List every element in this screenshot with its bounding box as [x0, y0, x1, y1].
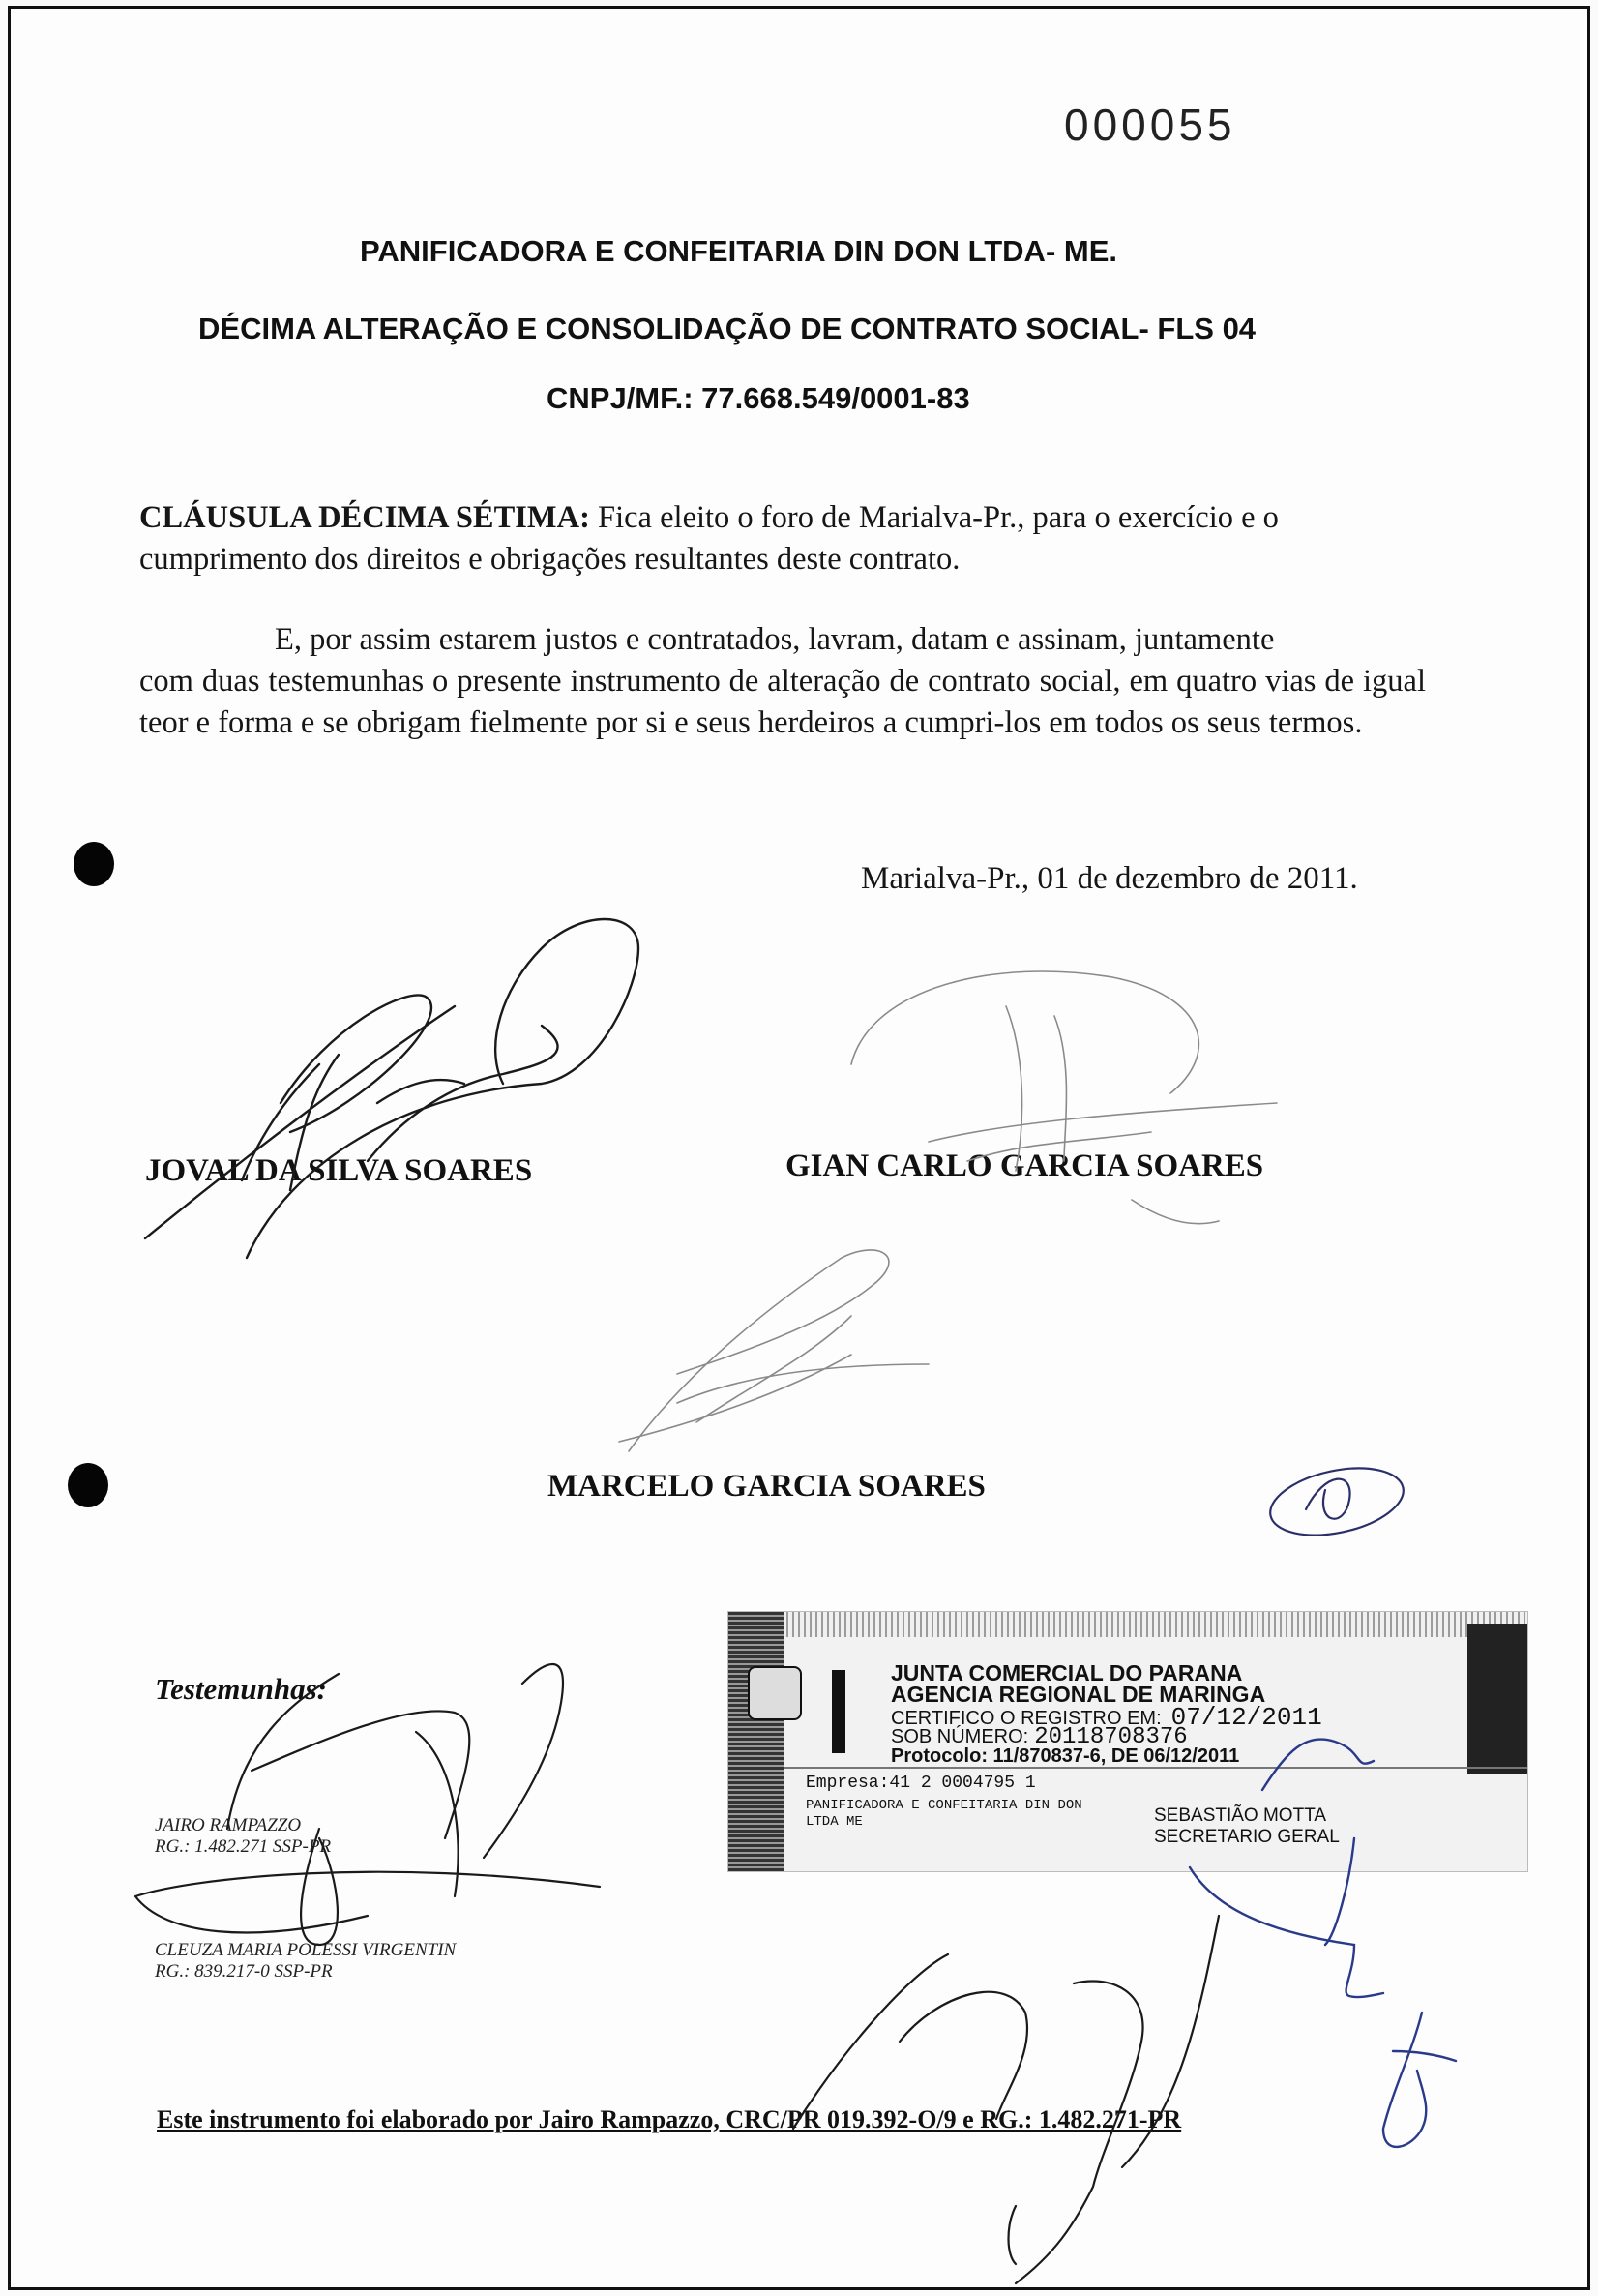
witness-rg: RG.: 1.482.271 SSP-PR — [155, 1836, 332, 1857]
stamp-protocol: Protocolo: 11/870837-6, DE 06/12/2011 — [891, 1745, 1240, 1767]
stamp-line-1: JUNTA COMERCIAL DO PARANA — [891, 1660, 1243, 1685]
stamp-number-label: SOB NÚMERO: — [891, 1726, 1029, 1747]
witness-rg: RG.: 839.217-0 SSP-PR — [155, 1961, 333, 1982]
closing-line-1: E, por assim estarem justos e contratados, lavram, datam e assinam, juntamente — [275, 622, 1275, 657]
footer-note: Este instrumento foi elaborado por Jairo Rampazzo, CRC/PR 019.392-O/9 e RG.: 1.482.271-PR — [157, 2105, 1182, 2133]
witnesses-title: Testemunhas: — [155, 1672, 328, 1706]
document-title: DÉCIMA ALTERAÇÃO E CONSOLIDAÇÃO DE CONTRATO SOCIAL- FLS 04 — [198, 312, 1257, 345]
clause-text: Fica eleito o foro de Marialva-Pr., para o exercício e o cumprimento dos direitos e obrigações resultantes deste contrato. — [139, 500, 1279, 577]
closing-rest: com duas testemunhas o presente instrumento de alteração de contrato social, em quatro vias de igual teor e forma e se obrigam fielmente por si e seus herdeiros a cumpri-los em todos os seus termos. — [139, 664, 1426, 740]
punch-hole-mark — [68, 1463, 108, 1507]
stamp-company-line: LTDA ME — [806, 1814, 863, 1830]
date-line: Marialva-Pr., 01 de dezembro de 2011. — [861, 861, 1358, 896]
stamp-line-2: AGENCIA REGIONAL DE MARINGA — [891, 1682, 1266, 1707]
stamp-ornament — [1467, 1624, 1527, 1774]
stamp-company — [806, 1798, 1082, 1831]
clause-seventeen — [139, 497, 1426, 581]
stamp-company-line: PANIFICADORA E CONFEITARIA DIN DON — [806, 1798, 1082, 1813]
witness-block — [155, 1815, 331, 1858]
witness-block — [155, 1940, 456, 1983]
clause-label: CLÁUSULA DÉCIMA SÉTIMA: — [139, 500, 590, 535]
witness-name: JAIRO RAMPAZZO — [155, 1815, 302, 1835]
stamp-empresa: Empresa:41 2 0004795 1 — [806, 1774, 1036, 1793]
punch-hole-mark — [74, 842, 114, 886]
stamp-official-name: SEBASTIÃO MOTTA — [1154, 1805, 1327, 1826]
company-name: PANIFICADORA E CONFEITARIA DIN DON LTDA- ME. — [360, 234, 1117, 268]
stamp-side-bar — [728, 1612, 784, 1871]
state-seal-icon — [748, 1666, 802, 1720]
stamp-vertical-bar — [832, 1670, 845, 1753]
stamp-official-title: SECRETARIO GERAL — [1154, 1827, 1340, 1847]
stamp-number: 20118708376 — [1034, 1724, 1188, 1750]
stamp-hatch — [728, 1612, 1527, 1637]
closing-paragraph — [139, 619, 1426, 744]
witness-name: CLEUZA MARIA POLESSI VIRGENTIN — [155, 1940, 457, 1960]
registry-stamp — [727, 1611, 1528, 1872]
signatory-name: MARCELO GARCIA SOARES — [547, 1469, 986, 1504]
stamp-cert-label: CERTIFICO O REGISTRO EM: — [891, 1708, 1162, 1729]
signatory-name: GIAN CARLO GARCIA SOARES — [785, 1148, 1264, 1183]
page-number: 000055 — [1064, 100, 1236, 150]
signatory-name: JOVAL DA SILVA SOARES — [145, 1153, 533, 1188]
stamp-cert-date: 07/12/2011 — [1170, 1703, 1322, 1732]
cnpj-number: CNPJ/MF.: 77.668.549/0001-83 — [547, 381, 970, 415]
